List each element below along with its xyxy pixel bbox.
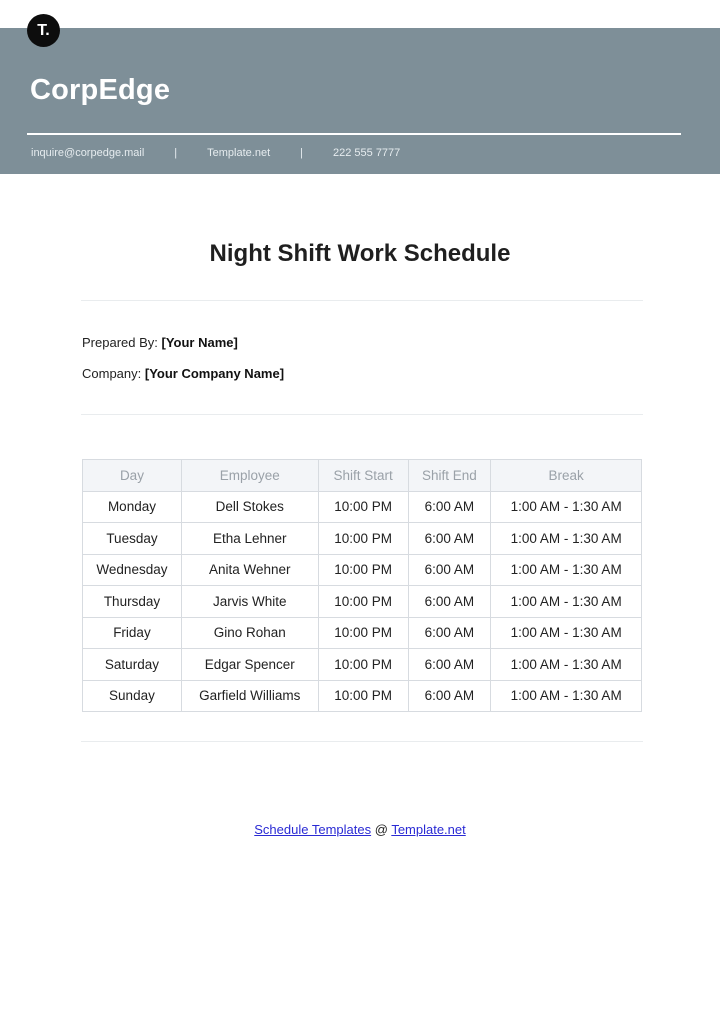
cell-day: Monday xyxy=(83,491,182,523)
template-logo-icon: T. xyxy=(27,14,60,47)
prepared-by-line xyxy=(82,335,238,350)
column-header-employee: Employee xyxy=(181,460,318,492)
cell-break: 1:00 AM - 1:30 AM xyxy=(491,617,642,649)
company-line xyxy=(82,366,284,381)
cell-shift-end: 6:00 AM xyxy=(408,586,491,618)
company-name: CorpEdge xyxy=(30,74,171,106)
page-header xyxy=(0,28,720,174)
column-header-shift-start: Shift Start xyxy=(318,460,408,492)
template-net-link[interactable]: Template.net xyxy=(391,822,466,837)
cell-day: Tuesday xyxy=(83,523,182,555)
footer xyxy=(0,822,720,837)
cell-employee: Etha Lehner xyxy=(181,523,318,555)
divider xyxy=(81,300,643,301)
table-row xyxy=(83,491,642,523)
cell-day: Wednesday xyxy=(83,554,182,586)
cell-shift-end: 6:00 AM xyxy=(408,617,491,649)
cell-shift-start: 10:00 PM xyxy=(318,649,408,681)
cell-break: 1:00 AM - 1:30 AM xyxy=(491,554,642,586)
table-row xyxy=(83,523,642,555)
cell-employee: Jarvis White xyxy=(181,586,318,618)
company-value: [Your Company Name] xyxy=(144,366,285,381)
table-row xyxy=(83,586,642,618)
cell-employee: Dell Stokes xyxy=(181,491,318,523)
document-title: Night Shift Work Schedule xyxy=(209,240,511,267)
cell-shift-start: 10:00 PM xyxy=(318,523,408,555)
header-divider xyxy=(27,133,681,135)
cell-day: Thursday xyxy=(83,586,182,618)
cell-shift-end: 6:00 AM xyxy=(408,649,491,681)
column-header-break: Break xyxy=(491,460,642,492)
cell-break: 1:00 AM - 1:30 AM xyxy=(491,680,642,712)
column-header-shift-end: Shift End xyxy=(408,460,491,492)
contact-separator: | xyxy=(300,147,303,159)
company-label: Company: xyxy=(82,366,142,381)
divider xyxy=(81,741,643,742)
prepared-by-value: [Your Name] xyxy=(161,335,238,350)
cell-day: Saturday xyxy=(83,649,182,681)
table-row xyxy=(83,617,642,649)
cell-shift-end: 6:00 AM xyxy=(408,491,491,523)
cell-shift-start: 10:00 PM xyxy=(318,680,408,712)
cell-shift-start: 10:00 PM xyxy=(318,554,408,586)
cell-shift-start: 10:00 PM xyxy=(318,586,408,618)
cell-employee: Anita Wehner xyxy=(181,554,318,586)
contact-phone: 222 555 7777 xyxy=(333,147,401,159)
table-row xyxy=(83,680,642,712)
table-row xyxy=(83,554,642,586)
column-header-day: Day xyxy=(83,460,182,492)
contact-website: Template.net xyxy=(207,147,271,159)
contact-bar xyxy=(31,147,400,159)
footer-at: @ xyxy=(374,822,388,837)
cell-break: 1:00 AM - 1:30 AM xyxy=(491,586,642,618)
table-header-row xyxy=(83,460,642,492)
divider xyxy=(81,414,643,415)
contact-separator: | xyxy=(174,147,178,159)
cell-day: Sunday xyxy=(83,680,182,712)
cell-break: 1:00 AM - 1:30 AM xyxy=(491,491,642,523)
cell-employee: Edgar Spencer xyxy=(181,649,318,681)
table-row xyxy=(83,649,642,681)
cell-shift-end: 6:00 AM xyxy=(408,680,491,712)
contact-email: inquire@corpedge.mail xyxy=(31,147,145,159)
cell-shift-start: 10:00 PM xyxy=(318,617,408,649)
schedule-templates-link[interactable]: Schedule Templates xyxy=(254,822,372,837)
cell-break: 1:00 AM - 1:30 AM xyxy=(491,649,642,681)
cell-break: 1:00 AM - 1:30 AM xyxy=(491,523,642,555)
prepared-by-label: Prepared By: xyxy=(82,335,158,350)
cell-employee: Garfield Williams xyxy=(181,680,318,712)
cell-day: Friday xyxy=(83,617,182,649)
cell-shift-end: 6:00 AM xyxy=(408,554,491,586)
cell-shift-start: 10:00 PM xyxy=(318,491,408,523)
cell-employee: Gino Rohan xyxy=(181,617,318,649)
schedule-table xyxy=(82,459,642,712)
cell-shift-end: 6:00 AM xyxy=(408,523,491,555)
